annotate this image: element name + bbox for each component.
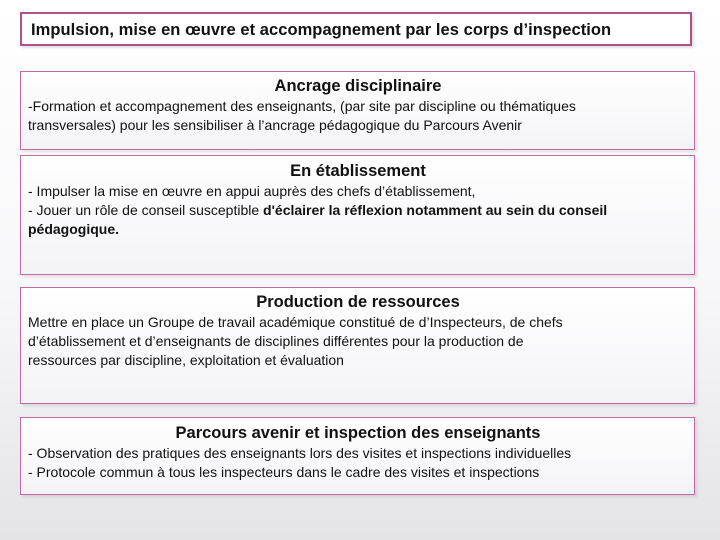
section-ancrage-disciplinaire: [20, 71, 695, 150]
section-text-emphasis: d'éclairer la réflexion notamment au sein du conseil: [263, 202, 608, 218]
section-text-regular: - Jouer un rôle de conseil susceptible: [28, 202, 264, 218]
section-parcours-avenir-inspection: [20, 417, 695, 495]
section-text-line: ressources par discipline, exploitation et évaluation: [28, 352, 344, 368]
section-text-line: - Observation des pratiques des enseignants lors des visites et inspections individuelles: [28, 445, 572, 461]
section-text-line: [28, 201, 688, 220]
section-text-line: - Protocole commun à tous les inspecteurs dans le cadre des visites et inspections: [28, 464, 540, 480]
section-text-line: Mettre en place un Groupe de travail académique constitué de d’Inspecteurs, de chefs: [28, 314, 563, 330]
slide-title: Impulsion, mise en œuvre et accompagnement par les corps d’inspection: [31, 21, 612, 39]
section-text-line: transversales) pour les sensibiliser à l’ancrage pédagogique du Parcours Avenir: [28, 117, 522, 133]
section-production-ressources: [20, 287, 695, 404]
section-title: En établissement: [290, 162, 426, 180]
section-text-line: -Formation et accompagnement des enseignants, (par site par discipline ou thématiques: [28, 98, 576, 114]
section-title: Parcours avenir et inspection des enseignants: [175, 424, 541, 442]
section-text-emphasis: pédagogique.: [28, 221, 119, 237]
section-text-line: d’établissement et d’enseignants de disciplines différentes pour la production de: [28, 333, 524, 349]
section-en-etablissement: [20, 155, 695, 275]
section-text-line: [28, 220, 688, 239]
slide-title-box: [20, 12, 692, 46]
section-title: Ancrage disciplinaire: [274, 77, 442, 95]
section-text-line: - Impulser la mise en œuvre en appui auprès des chefs d’établissement,: [28, 183, 476, 199]
section-title: Production de ressources: [256, 293, 460, 311]
